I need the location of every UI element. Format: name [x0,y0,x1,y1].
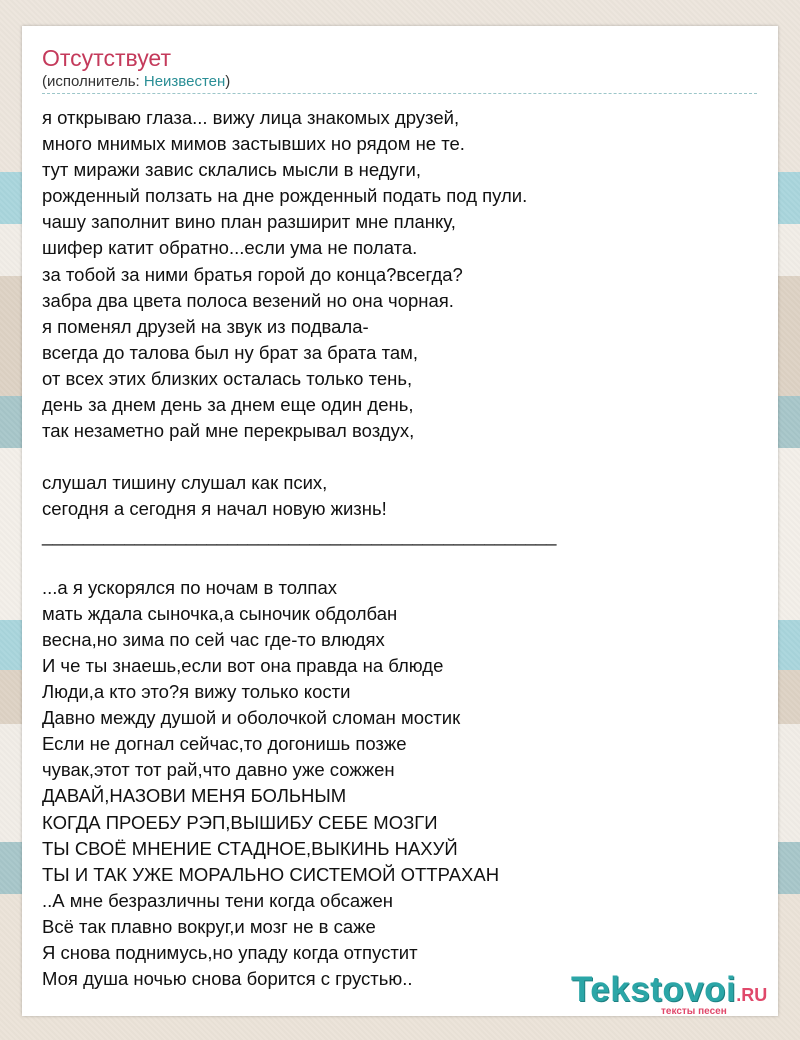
lyric-line: день за днем день за днем еще один день, [42,394,414,416]
artist-prefix: (исполнитель: [42,73,144,90]
lyric-line: ТЫ СВОЁ МНЕНИЕ СТАДНОЕ,ВЫКИНЬ НАХУЙ [42,837,458,859]
lyric-line [42,444,556,470]
lyric-line: ТЫ И ТАК УЖЕ МОРАЛЬНО СИСТЕМОЙ ОТТРАХАН [42,863,500,885]
lyric-line: тут миражи завис склались мысли в недуги, [42,159,422,181]
lyric-line: шифер катит обратно...если ума не полата. [42,237,418,259]
lyric-line: весна,но зима по сей час где-то влюдях [42,628,385,650]
lyric-line: Люди,а кто это?я вижу только кости [42,681,351,703]
lyric-line: чувак,этот тот рай,что давно уже сожжен [42,759,395,781]
artist-link[interactable]: Неизвестен [143,73,226,90]
lyric-line: так незаметно рай мне перекрывал воздух, [42,420,415,442]
lyrics-card [22,26,778,1016]
lyric-line: __________________________________________________ [42,524,557,546]
lyric-line: КОГДА ПРОЕБУ РЭП,ВЫШИБУ СЕБЕ МОЗГИ [42,811,438,833]
logo-tagline: тексты песен [661,1006,727,1017]
artist-line [42,72,230,92]
lyric-line: за тобой за ними братья горой до конца?всегда? [42,263,463,285]
lyric-line: мать ждала сыночка,а сыночик обдолбан [42,602,398,624]
lyrics-text [42,105,556,992]
lyric-line: ДАВАЙ,НАЗОВИ МЕНЯ БОЛЬНЫМ [42,785,347,807]
lyric-line: я поменял друзей на звук из подвала- [42,315,369,337]
lyric-line: рожденный ползать на дне рожденный подать под пули. [42,185,528,207]
lyric-line: забра два цвета полоса везений но она чорная. [42,289,454,311]
song-title: Отсутствует [42,45,171,71]
lyric-line: всегда до талова был ну брат за брата там, [42,341,419,363]
logo-tld: .RU [736,985,768,1005]
lyric-line: ...а я ускорялся по ночам в толпах [42,576,337,598]
lyric-line: я открываю глаза... вижу лица знакомых друзей, [42,107,460,128]
logo-name: Tekstovoi [571,970,737,1009]
artist-suffix: ) [225,73,231,90]
lyric-line: от всех этих близких осталась только тень, [42,367,413,389]
lyric-line: много мнимых мимов застывших но рядом не те. [42,133,465,155]
lyric-line: Всё так плавно вокруг,и мозг не в саже [42,915,376,937]
lyric-line: И че ты знаешь,если вот она правда на блюде [42,654,444,676]
lyric-line: чашу заполнит вино план разширит мне планку, [42,211,456,233]
lyric-line [42,549,556,575]
lyric-line: сегодня а сегодня я начал новую жизнь! [42,498,387,520]
lyric-line: Моя душа ночью снова борится с грустью.. [42,968,413,990]
lyric-line: Давно между душой и оболочкой сломан мостик [42,707,461,729]
title-divider [42,93,757,94]
lyric-line: Если не догнал сейчас,то догонишь позже [42,733,407,755]
lyric-line: Я снова поднимусь,но упаду когда отпустит [42,942,418,963]
lyric-line: слушал тишину слушал как псих, [42,472,328,494]
lyric-line: ..А мне безразличны тени когда обсажен [42,889,394,911]
site-logo[interactable] [571,970,776,1017]
